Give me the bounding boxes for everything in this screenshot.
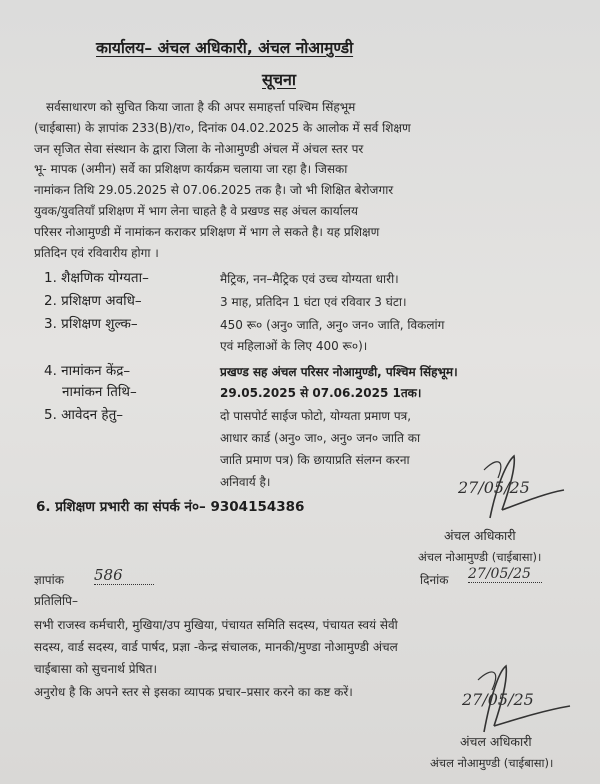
- signature-2-title: अंचल अधिकारी: [460, 734, 532, 749]
- item-value-apply: जाति प्रमाण पत्र) कि छायाप्रति संलग्न करना: [220, 453, 410, 467]
- item-label-duration: 2. प्रशिक्षण अवधि–: [44, 293, 142, 309]
- item-value-apply: आधार कार्ड (अनु० जा०, अनु० जन० जाति का: [220, 431, 421, 445]
- memo-label: ज्ञापांक: [34, 573, 64, 587]
- item-value-qualification: मैट्रिक, नन–मैट्रिक एवं उच्च योग्यता धारी।: [220, 272, 399, 286]
- copy-line: सभी राजस्व कर्मचारी, मुखिया/उप मुखिया, पंचायत समिति सदस्य, पंचायत स्वयं सेवी: [34, 618, 398, 632]
- contact-line: 6. प्रशिक्षण प्रभारी का संपर्क नं०– 9304154386: [36, 499, 305, 515]
- item-value-apply: दो पासपोर्ट साईज फोटो, योग्यता प्रमाण पत्र,: [220, 409, 412, 423]
- body-line: भू- मापक (अमीन) सर्वे का प्रशिक्षण कार्यक्रम चलाया जा रहा है। जिसका: [34, 162, 348, 176]
- item-value-fee: 450 रू० (अनु० जाति, अनु० जन० जाति, विकलांग: [220, 318, 445, 332]
- memo-date-label: दिनांक: [420, 573, 449, 587]
- copy-line: सदस्य, वार्ड सदस्य, वार्ड पार्षद, प्रज्ञा -केन्द्र संचालक, मानकी/मुण्डा नोआमुण्डी अंचल: [34, 640, 398, 654]
- body-line: सर्वसाधारण को सुचित किया जाता है की अपर समाहर्त्ता पश्चिम सिंहभूम: [46, 100, 356, 114]
- item-label-dates: नामांकन तिथि–: [62, 384, 137, 400]
- item-value-fee-cont: एवं महिलाओं के लिए 400 रू०)।: [220, 339, 368, 353]
- signature-1-title: अंचल अधिकारी: [444, 528, 516, 543]
- body-line: (चाईबासा) के ज्ञापांक 233(B)/रा०, दिनांक 04.02.2025 के आलोक में सर्व शिक्षण: [34, 121, 411, 135]
- copy-line: चाईबासा को सुचनार्थ प्रेषित।: [34, 662, 157, 676]
- item-label-qualification: 1. शैक्षणिक योग्यता–: [44, 270, 149, 286]
- body-line: परिसर नोआमुण्डी में नामांकन कराकर प्रशिक्षण में भाग ले सकते है। यह प्रशिक्षण: [34, 225, 380, 239]
- body-line: युवक/युवतियाँ प्रशिक्षण में भाग लेना चाहते है वे प्रखण्ड सह अंचल कार्यालय: [34, 204, 358, 218]
- item-value-dates: 29.05.2025 से 07.06.2025 1तक।: [220, 386, 422, 400]
- memo-date: 27/05/25: [468, 566, 542, 583]
- body-line: जन सृजित सेवा संस्थान के द्वारा जिला के नोआमुण्डी अंचल में अंचल स्तर पर: [34, 142, 364, 156]
- signature-2-date: 27/05/25: [462, 690, 534, 709]
- item-label-fee: 3. प्रशिक्षण शुल्क–: [44, 316, 138, 332]
- signature-2-office: अंचल नोआमुण्डी (चाईबासा)।: [430, 756, 554, 770]
- office-title: कार्यालय– अंचल अधिकारी, अंचल नोआमुण्डी: [96, 39, 354, 57]
- item-label-apply: 5. आवेदन हेतु–: [44, 407, 124, 423]
- item-value-center: प्रखण्ड सह अंचल परिसर नोआमुण्डी, पश्चिम सिंहभूम।: [220, 365, 458, 379]
- signature-1-office: अंचल नोआमुण्डी (चाईबासा)।: [418, 550, 542, 564]
- item-label-center: 4. नामांकन केंद्र–: [44, 363, 131, 379]
- copy-label: प्रतिलिपि–: [34, 594, 78, 608]
- item-value-apply: अनिवार्य है।: [220, 475, 271, 489]
- copy-request: अनुरोध है कि अपने स्तर से इसका व्यापक प्रचार–प्रसार करने का कष्ट करें।: [34, 685, 353, 699]
- notice-title: सूचना: [262, 70, 297, 89]
- body-line: नामांकन तिथि 29.05.2025 से 07.06.2025 तक है। जो भी शिक्षित बेरोजगार: [34, 183, 394, 197]
- body-line: प्रतिदिन एवं रविवारीय होगा ।: [34, 246, 159, 260]
- memo-number: 586: [94, 566, 154, 585]
- item-value-duration: 3 माह, प्रतिदिन 1 घंटा एवं रविवार 3 घंटा।: [220, 295, 407, 309]
- signature-1-date: 27/05/25: [458, 478, 530, 497]
